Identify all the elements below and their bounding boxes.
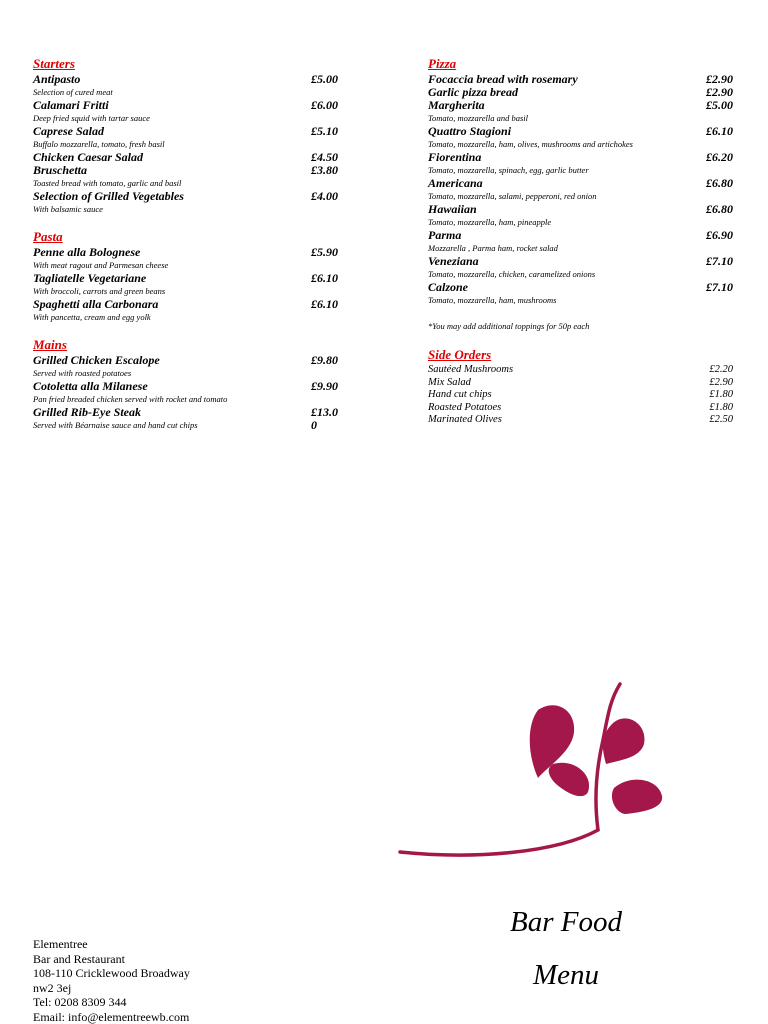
item-name: Calzone (428, 280, 469, 294)
item-name: Penne alla Bolognese (33, 245, 141, 259)
item-name: Parma (428, 228, 462, 242)
item-description: With broccoli, carrots and green beans (33, 286, 166, 296)
menu-item (428, 99, 733, 125)
branch-stem (400, 684, 620, 855)
item-name: Roasted Potatoes (428, 401, 502, 413)
menu-item (33, 190, 338, 216)
restaurant-type: Bar and Restaurant (33, 951, 125, 966)
restaurant-name: Elementree (33, 937, 88, 951)
menu-title (476, 896, 656, 1002)
item-description: Served with roasted potatoes (33, 368, 132, 378)
item-name: Cotoletta alla Milanese (33, 379, 148, 393)
pizza-section (428, 56, 733, 332)
email: Email: info@elementreewb.com (33, 1009, 190, 1024)
menu-item (428, 377, 733, 390)
menu-item (428, 402, 733, 415)
leaf-top-right (603, 718, 645, 764)
menu-item (428, 281, 733, 307)
item-name: Grilled Rib-Eye Steak (33, 405, 141, 419)
item-price: £1.80 (709, 389, 733, 400)
menu-item (33, 125, 338, 151)
item-price: £6.90 (706, 228, 733, 242)
item-name: Margherita (428, 98, 485, 112)
item-name: Tagliatelle Vegetariane (33, 271, 147, 285)
item-name: Garlic pizza bread (428, 85, 518, 99)
menu-item (428, 125, 733, 151)
item-name: Chicken Caesar Salad (33, 150, 144, 164)
item-description: Tomato, mozzarella, ham, mushrooms (428, 295, 557, 305)
item-price: £5.10 (311, 124, 338, 138)
menu-title-line1: Bar Food (510, 906, 622, 938)
item-description: Tomato, mozzarella, ham, olives, mushrooms and artichokes (428, 139, 633, 149)
leaf-bottom-right (612, 780, 662, 814)
item-description: Deep fried squid with tartar sauce (33, 113, 150, 123)
item-name: Marinated Olives (428, 414, 502, 425)
side-orders-section (428, 347, 733, 427)
item-name: Focaccia bread with rosemary (428, 72, 578, 86)
item-description: Tomato, mozzarella, spinach, egg, garlic butter (428, 165, 589, 175)
address: 108-110 Cricklewood Broadway (33, 966, 190, 980)
item-price: £5.90 (311, 245, 338, 259)
item-price: £6.10 (311, 271, 338, 285)
menu-item (428, 203, 733, 229)
item-description: Toasted bread with tomato, garlic and basil (33, 178, 182, 188)
item-name: Veneziana (428, 254, 479, 268)
menu-item (428, 255, 733, 281)
item-name: Calamari Fritti (33, 98, 109, 112)
menu-item (33, 298, 338, 324)
item-price: £7.10 (706, 254, 733, 268)
item-name: Mix Salad (428, 376, 471, 388)
leaf-branch-icon (398, 680, 670, 862)
section-title: Mains (33, 337, 67, 352)
item-name: Antipasto (33, 72, 81, 86)
item-price: £4.50 (311, 150, 338, 164)
item-price: £2.90 (706, 85, 733, 99)
item-price: £6.80 (706, 176, 733, 190)
item-description: Tomato, mozzarella, ham, pineapple (428, 217, 552, 227)
item-name: Quattro Stagioni (428, 124, 512, 138)
item-name: Selection of Grilled Vegetables (33, 189, 184, 203)
item-price: £5.00 (706, 98, 733, 112)
item-name: Bruschetta (33, 163, 88, 177)
item-description: Tomato, mozzarella and basil (428, 113, 528, 123)
menu-item (428, 414, 733, 427)
item-description: Pan fried breaded chicken served with rocket and tomato (33, 394, 228, 404)
item-price: £2.20 (709, 364, 733, 375)
item-price: £3.80 (311, 163, 338, 177)
item-name: Caprese Salad (33, 124, 105, 138)
menu-section-starters (33, 56, 338, 216)
item-price: £9.90 (311, 379, 338, 393)
item-description: Mozzarella , Parma ham, rocket salad (428, 243, 558, 253)
item-description: Selection of cured meat (33, 87, 113, 97)
item-price: £5.00 (311, 72, 338, 86)
menu-item (428, 364, 733, 377)
menu-item (33, 246, 338, 272)
toppings-note: *You may add additional toppings for 50p each (428, 321, 590, 331)
menu-section-mains (33, 337, 338, 432)
menu-item (33, 73, 338, 99)
item-name: Hand cut chips (428, 389, 492, 400)
item-price: £9.80 (311, 353, 338, 367)
menu-title-line2: Menu (532, 959, 600, 991)
right-column (428, 56, 733, 440)
menu-section-pasta (33, 229, 338, 324)
item-name: Grilled Chicken Escalope (33, 353, 160, 367)
item-price: £6.00 (311, 98, 338, 112)
item-description: With pancetta, cream and egg yolk (33, 312, 151, 322)
item-name: Americana (428, 176, 483, 190)
menu-item (428, 389, 733, 402)
item-price: £2.50 (709, 414, 733, 425)
item-name: Fiorentina (428, 150, 482, 164)
item-price: £4.00 (311, 189, 338, 203)
item-price: £6.10 (311, 297, 338, 311)
menu-item (428, 229, 733, 255)
section-title: Pasta (33, 229, 63, 244)
left-column (33, 56, 338, 445)
contact-info (33, 937, 190, 1024)
menu-item (33, 164, 338, 190)
item-price: £6.10 (706, 124, 733, 138)
item-price: £2.90 (706, 72, 733, 86)
item-description: Served with Béarnaise sauce and hand cut chips (33, 420, 198, 430)
postcode: nw2 3ej (33, 980, 72, 995)
item-description: With meat ragout and Parmesan cheese (33, 260, 169, 270)
menu-item (33, 272, 338, 298)
item-description: Buffalo mozzarella, tomato, fresh basil (33, 139, 165, 149)
menu-item (33, 380, 338, 406)
menu-item (33, 99, 338, 125)
item-description: Tomato, mozzarella, salami, pepperoni, red onion (428, 191, 597, 201)
section-title: Starters (33, 56, 75, 71)
section-title: Pizza (428, 56, 457, 71)
item-price: £1.80 (709, 401, 733, 413)
menu-item (428, 151, 733, 177)
item-price: £6.80 (706, 202, 733, 216)
item-price: £7.10 (706, 280, 733, 294)
item-description: With balsamic sauce (33, 204, 103, 214)
telephone: Tel: 0208 8309 344 (33, 995, 127, 1009)
item-price: £13.0 0 (311, 405, 338, 432)
item-name: Hawaiian (428, 202, 477, 216)
menu-item (428, 177, 733, 203)
section-title: Side Orders (428, 347, 492, 362)
item-name: Sautéed Mushrooms (428, 364, 514, 375)
menu-item (33, 354, 338, 380)
item-price: £2.90 (709, 376, 733, 388)
item-name: Spaghetti alla Carbonara (33, 297, 159, 311)
leaf-middle-left (549, 763, 589, 796)
menu-item (33, 406, 338, 432)
item-description: Tomato, mozzarella, chicken, caramelized onions (428, 269, 596, 279)
item-price: £6.20 (706, 150, 733, 164)
